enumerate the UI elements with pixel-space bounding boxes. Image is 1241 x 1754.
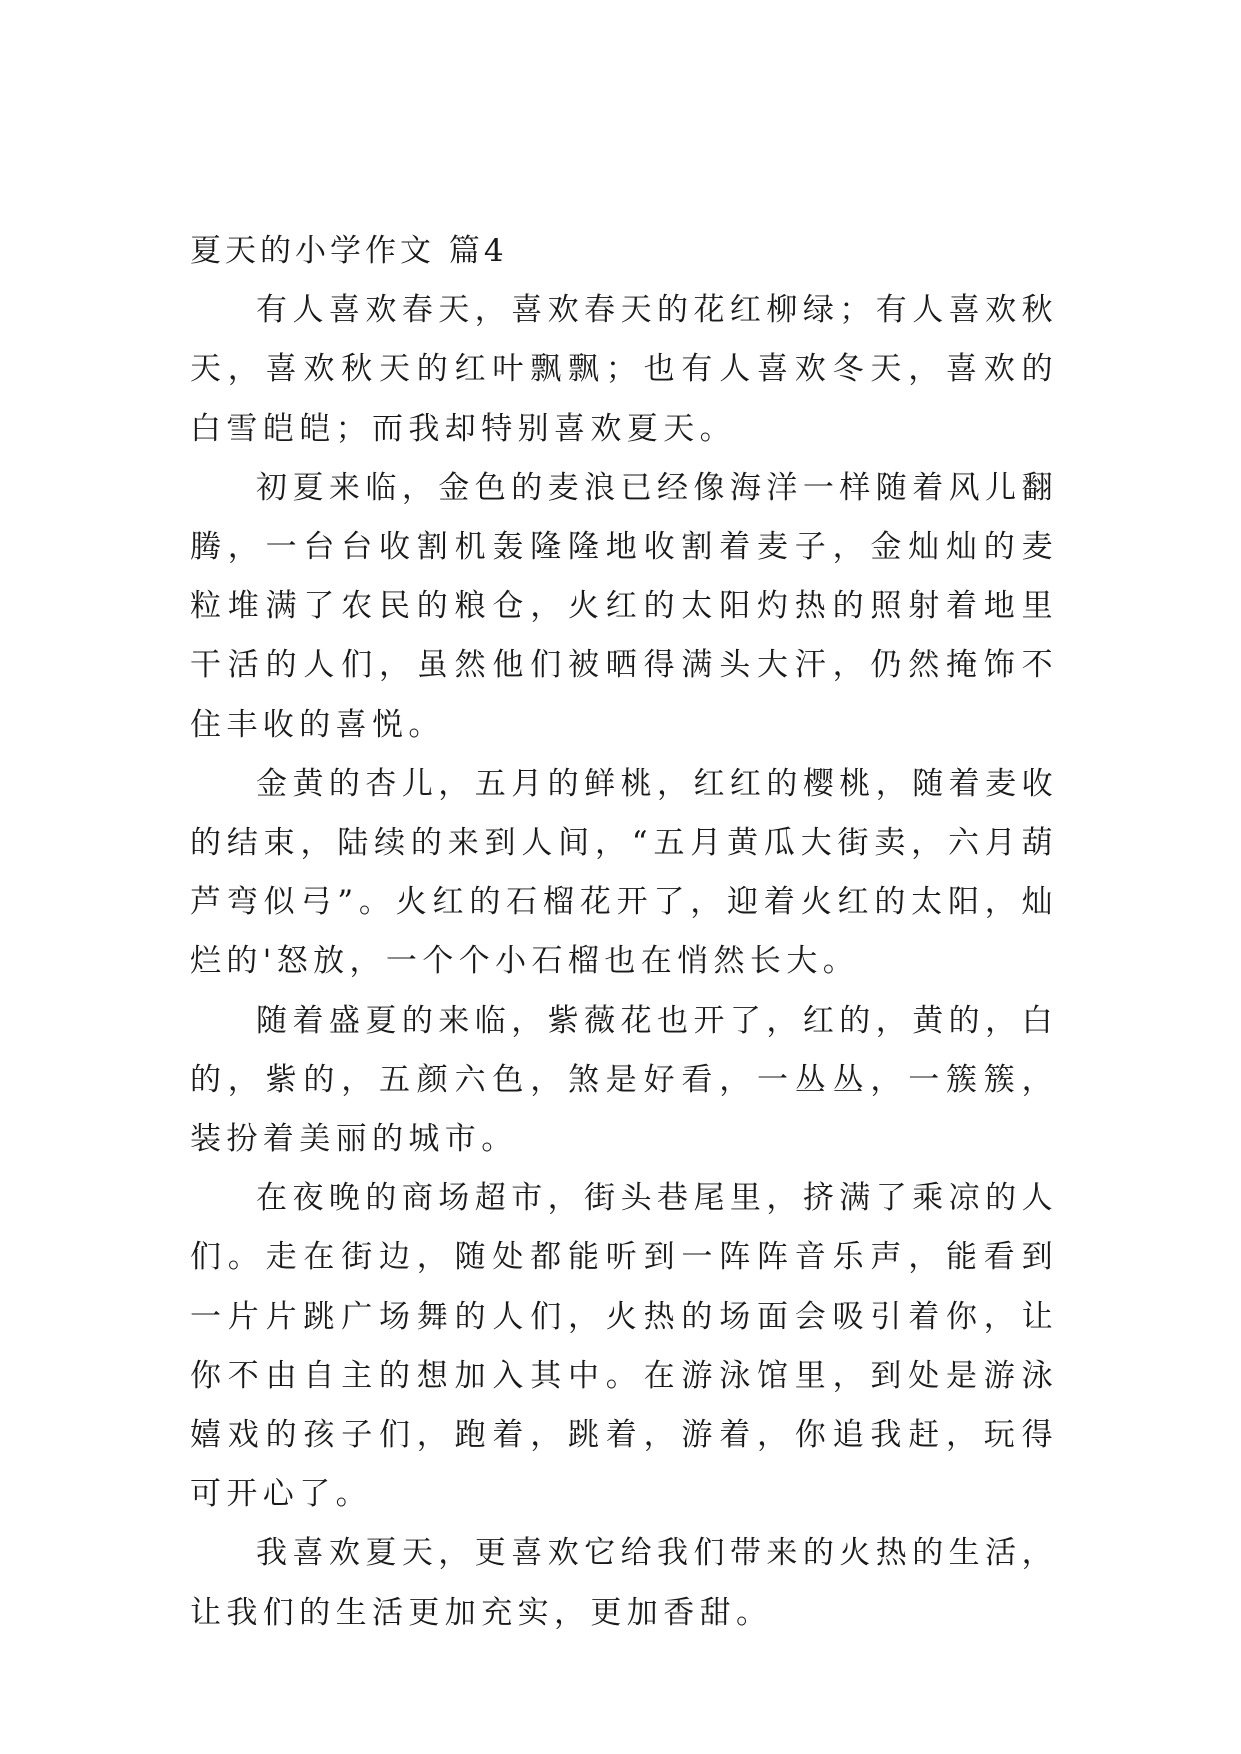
paragraph: 初夏来临，金色的麦浪已经像海洋一样随着风儿翻腾，一台台收割机轰隆隆地收割着麦子，金灿灿的麦粒堆满了农民的粮仓，火红的太阳灼热的照射着地里干活的人们，虽然他们被晒得满头大汗，仍然掩饰不住丰收的喜悦。	[190, 469, 1058, 743]
paragraph: 我喜欢夏天，更喜欢它给我们带来的火热的生活，让我们的生活更加充实，更加香甜。	[190, 1535, 1058, 1631]
paragraph: 金黄的杏儿，五月的鲜桃，红红的樱桃，随着麦收的结束，陆续的来到人间，“五月黄瓜大街卖，六月葫芦弯似弓”。火红的石榴花开了，迎着火红的太阳，灿烂的'怒放，一个个小石榴也在悄然长大。	[190, 765, 1058, 980]
document-body	[190, 222, 1058, 1643]
document-title: 夏天的小学作文 篇4	[190, 233, 508, 269]
paragraph: 在夜晚的商场超市，街头巷尾里，挤满了乘凉的人们。走在街边，随处都能听到一阵阵音乐声，能看到一片片跳广场舞的人们，火热的场面会吸引着你，让你不由自主的想加入其中。在游泳馆里，到处是游泳嬉戏的孩子们，跑着，跳着，游着，你追我赶，玩得可开心了。	[190, 1180, 1058, 1513]
paragraph: 随着盛夏的来临，紫薇花也开了，红的，黄的，白的，紫的，五颜六色，煞是好看，一丛丛，一簇簇，装扮着美丽的城市。	[190, 1002, 1058, 1158]
paragraph: 有人喜欢春天，喜欢春天的花红柳绿；有人喜欢秋天，喜欢秋天的红叶飘飘；也有人喜欢冬天，喜欢的白雪皑皑；而我却特别喜欢夏天。	[190, 292, 1058, 447]
